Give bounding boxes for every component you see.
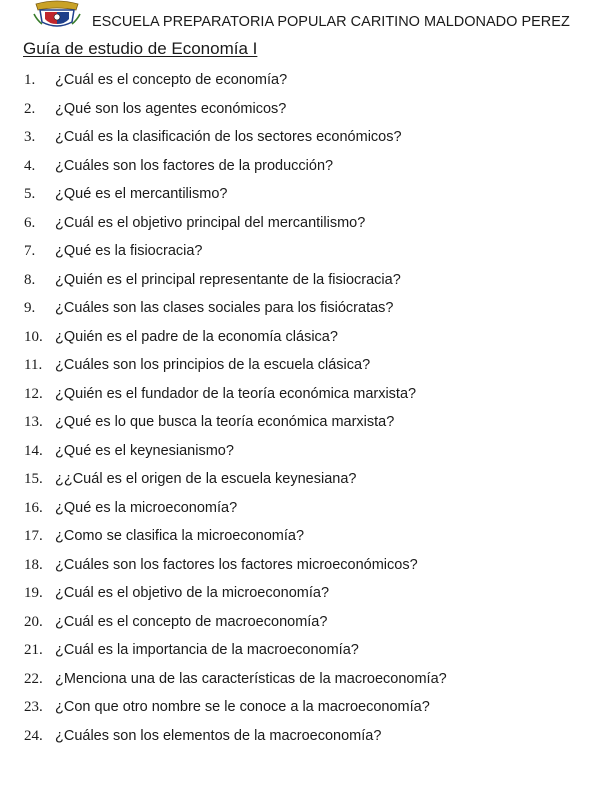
question-text: ¿Cuáles son los factores los factores microeconómicos?: [55, 556, 418, 573]
question-number: 6.: [24, 214, 36, 231]
question-number: 19.: [24, 585, 43, 601]
question-number: 20.: [24, 613, 43, 630]
question-text: ¿Cuáles son las clases sociales para los fisiócratas?: [55, 300, 394, 316]
question-text: ¿Qué es el keynesianismo?: [55, 442, 234, 459]
school-logo: [32, 0, 82, 28]
question-item: [0, 667, 596, 693]
question-item: [0, 125, 596, 151]
question-text: ¿Qué son los agentes económicos?: [55, 100, 287, 117]
question-item: [0, 439, 596, 465]
question-text: ¿Qué es el mercantilismo?: [55, 186, 228, 202]
question-text: ¿Menciona una de las características de la macroeconomía?: [55, 670, 447, 687]
question-number: 14.: [24, 442, 43, 459]
question-text: ¿Qué es la microeconomía?: [55, 499, 238, 516]
question-number: 17.: [24, 528, 43, 544]
question-item: [0, 68, 596, 94]
question-item: [0, 724, 596, 750]
question-text: ¿Quién es el padre de la economía clásica?: [55, 328, 338, 345]
question-number: 12.: [24, 385, 43, 402]
question-text: ¿Cuáles son los elementos de la macroeconomía?: [55, 727, 382, 744]
question-text: ¿Quién es el principal representante de la fisiocracia?: [55, 271, 401, 288]
question-text: ¿Con que otro nombre se le conoce a la macroeconomía?: [55, 699, 430, 715]
question-number: 2.: [24, 100, 36, 117]
question-text: ¿Cuáles son los principios de la escuela clásica?: [55, 357, 371, 373]
question-item: [0, 581, 596, 607]
question-number: 8.: [24, 271, 36, 288]
question-text: ¿Cuál es la clasificación de los sectores económicos?: [55, 129, 402, 145]
question-text: ¿Cuál es la importancia de la macroeconomía?: [55, 642, 359, 658]
question-number: 15.: [24, 471, 43, 487]
question-item: [0, 239, 596, 265]
question-text: ¿Cuáles son los factores de la producción?: [55, 157, 334, 174]
question-item: [0, 296, 596, 322]
question-item: [0, 182, 596, 208]
question-item: [0, 496, 596, 522]
page-title: Guía de estudio de Economía I: [23, 39, 258, 58]
question-item: [0, 553, 596, 579]
question-item: [0, 382, 596, 408]
question-number: 21.: [24, 642, 43, 658]
question-text: ¿Cuál es el objetivo de la microeconomía?: [55, 585, 330, 601]
question-item: [0, 524, 596, 550]
question-item: [0, 467, 596, 493]
question-item: [0, 610, 596, 636]
question-number: 13.: [24, 414, 43, 430]
question-number: 23.: [24, 699, 43, 715]
question-number: 16.: [24, 499, 43, 516]
question-number: 24.: [24, 727, 43, 744]
question-item: [0, 211, 596, 237]
question-number: 9.: [24, 300, 36, 316]
question-number: 7.: [24, 243, 36, 259]
question-item: [0, 410, 596, 436]
question-item: [0, 97, 596, 123]
school-name: ESCUELA PREPARATORIA POPULAR CARITINO MALDONADO PEREZ: [92, 14, 570, 30]
question-item: [0, 638, 596, 664]
question-text: ¿Quién es el fundador de la teoría económica marxista?: [55, 385, 417, 402]
question-number: 1.: [24, 72, 36, 88]
question-number: 4.: [24, 157, 36, 174]
question-number: 3.: [24, 129, 36, 145]
question-text: ¿¿Cuál es el origen de la escuela keynesiana?: [55, 471, 357, 487]
question-number: 18.: [24, 556, 43, 573]
question-text: ¿Qué es lo que busca la teoría económica marxista?: [55, 414, 395, 430]
question-text: ¿Cuál es el concepto de macroeconomía?: [55, 613, 328, 630]
question-number: 5.: [24, 186, 36, 202]
question-item: [0, 268, 596, 294]
question-item: [0, 154, 596, 180]
question-number: 22.: [24, 670, 43, 687]
question-text: ¿Cuál es el objetivo principal del mercantilismo?: [55, 214, 366, 231]
question-text: ¿Cuál es el concepto de economía?: [55, 72, 288, 88]
question-text: ¿Qué es la fisiocracia?: [55, 243, 203, 259]
question-text: ¿Como se clasifica la microeconomía?: [55, 528, 305, 544]
question-number: 10.: [24, 328, 43, 345]
question-number: 11.: [24, 357, 43, 373]
question-item: [0, 353, 596, 379]
question-item: [0, 695, 596, 721]
question-item: [0, 325, 596, 351]
